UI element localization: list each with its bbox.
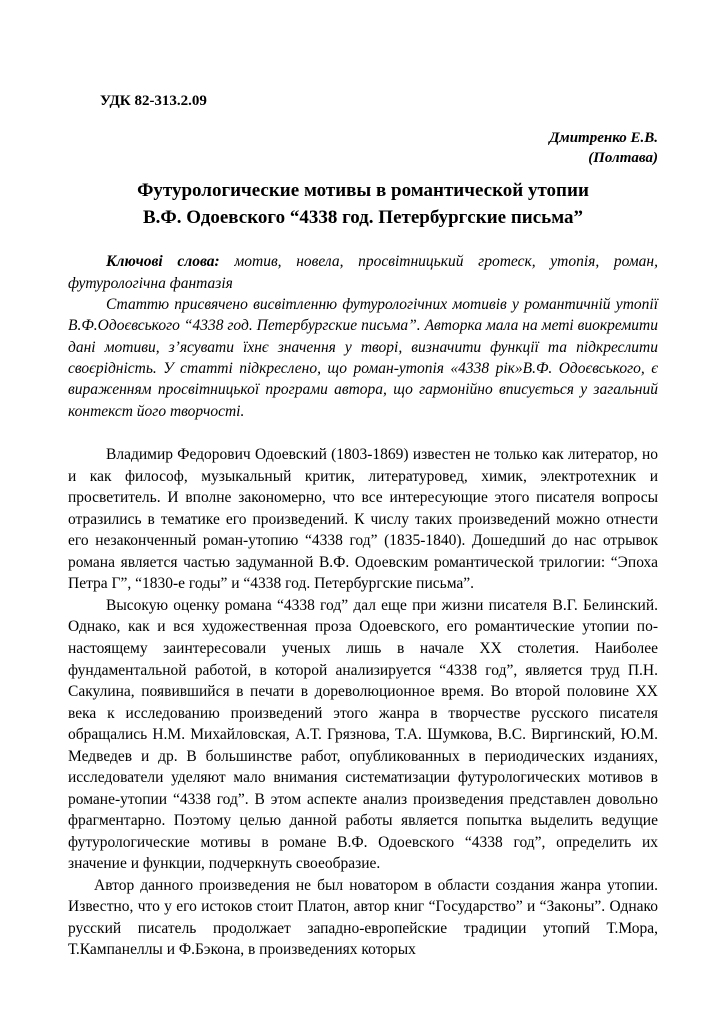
author-name: Дмитренко Е.В. <box>549 129 658 146</box>
article-body <box>68 444 658 961</box>
body-paragraph-3: Автор данного произведения не был новатором в области создания жанра утопии. Известно, что у его истоков стоит Платон, автор книг “Государство” и “Законы”. Однако русский писатель продолжает западно-европейские традиции утопий Т.Мора, Т.Кампанеллы и Ф.Бэкона, в произведениях которых <box>68 876 658 959</box>
article-title-line1: Футурологические мотивы в романтической утопии <box>137 180 589 201</box>
author-block <box>68 128 658 169</box>
keywords-text: мотив, новела, просвітницький гротеск, утопія, роман, футурологічна фантазія <box>68 253 658 292</box>
abstract-paragraph: Статтю присвячено висвітленню футурологічних мотивів у романтичній утопії В.Ф.Одоєвського “4338 год. Петербургские письма”. Авторка мала на меті виокремити дані мотиви, з’ясувати їхнє значення у творі, визначити функції та підкреслити своєрідність. У статті підкреслено, що роман-утопія «4338 рік»В.Ф. Одоєвського, є вираженням просвітницької програми автора, що гармонійно вписується у загальний контекст його творчості. <box>68 295 658 420</box>
article-title-line2: В.Ф. Одоевского “4338 год. Петербургские письма” <box>142 206 584 228</box>
keywords-paragraph <box>68 251 658 294</box>
body-paragraph-1: Владимир Федорович Одоевский (1803-1869) известен не только как литератор, но и как философ, музыкальный критик, литературовед, химик, электротехник и просветитель. И вполне закономерно, что все интересующие этого писателя вопросы отразились в тематике его произведений. К числу таких произведений можно отнести его незаконченный роман-утопию “4338 год” (1835-1840). Дошедший до нас отрывок романа является частью задуманной В.Ф. Одоевским романтической трилогии: “Эпоха Петра Г”, “1830-е годы” и “4338 год. Петербургские письма”. <box>68 446 658 593</box>
keywords-label: Ключові слова: <box>106 253 220 271</box>
udk-code: УДК 82-313.2.09 <box>100 93 207 109</box>
body-paragraph-2: Высокую оценку романа “4338 год” дал еще при жизни писателя В.Г. Белинский. Однако, как и вся художественная проза Одоевского, его романтические утопии по-настоящему заинтересовали ученых лишь в начале XX столетия. Наиболее фундаментальной работой, в которой анализируется “4338 год”, является труд П.Н. Сакулина, появившийся в печати в дореволюционное время. Во второй половине XX века к исследованию произведений этого жанра в творчестве русского писателя обращались Н.М. Михайловская, А.Т. Грязнова, Т.А. Шумкова, В.С. Виргинский, Ю.М. Медведев и др. В большинстве работ, опубликованных в периодических изданиях, исследователи уделяют мало внимания систематизации футурологических мотивов в романе-утопии “4338 год”. В этом аспекте анализ произведения представлен довольно фрагментарно. Поэтому целью данной работы является попытка выделить ведущие футурологические мотивы в романе В.Ф. Одоевского “4338 год”, определить их значение и функции, подчеркнуть своеобразие. <box>68 596 658 873</box>
author-city: (Полтава) <box>588 149 658 166</box>
article-title <box>68 178 658 231</box>
